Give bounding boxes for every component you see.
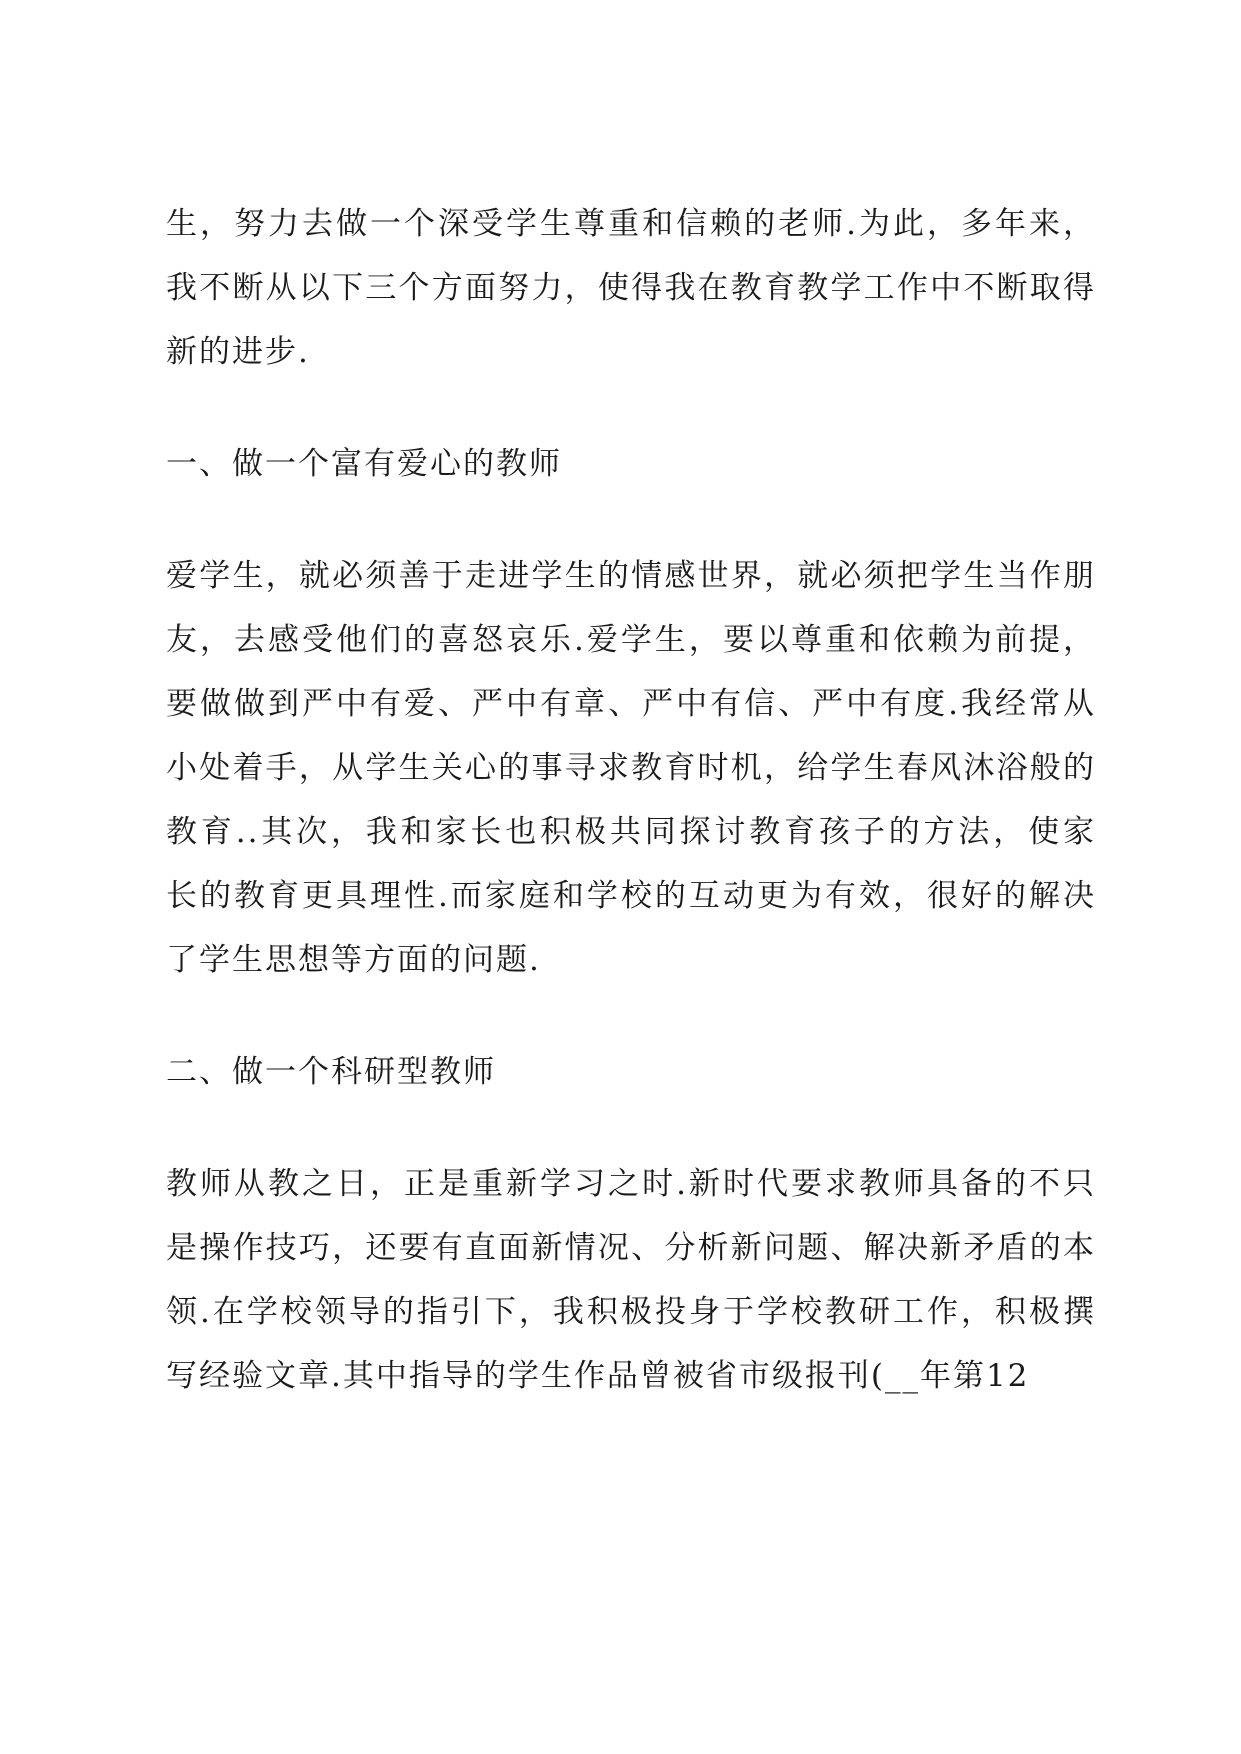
text-line: 友，去感受他们的喜怒哀乐.爱学生，要以尊重和依赖为前提， [166,622,1096,658]
text-line: 要做做到严中有爱、严中有章、严中有信、严中有度.我经常从 [166,686,1096,722]
text-line: 了学生思想等方面的问题. [166,942,541,978]
text-line: 新的进步. [166,334,310,370]
text-line: 教育..其次，我和家长也积极共同探讨教育孩子的方法，使家 [166,814,1096,850]
text-line: 领.在学校领导的指引下，我积极投身于学校教研工作，积极撰 [166,1294,1096,1330]
text-line: 生，努力去做一个深受学生尊重和信赖的老师.为此，多年来， [166,206,1096,242]
text-line: 爱学生，就必须善于走进学生的情感世界，就必须把学生当作朋 [166,558,1096,594]
text-line: 教师从教之日，正是重新学习之时.新时代要求教师具备的不只 [166,1166,1096,1202]
text-line: 小处着手，从学生关心的事寻求教育时机，给学生春风沐浴般的 [166,750,1096,786]
text-line: 长的教育更具理性.而家庭和学校的互动更为有效，很好的解决 [166,878,1096,914]
text-line: 我不断从以下三个方面努力，使得我在教育教学工作中不断取得 [166,270,1096,306]
section-heading-2: 二、做一个科研型教师 [166,1054,496,1090]
section-heading-1: 一、做一个富有爱心的教师 [166,446,562,482]
text-line: 写经验文章.其中指导的学生作品曾被省市级报刊(__年第12 [166,1358,1030,1394]
text-line: 是操作技巧，还要有直面新情况、分析新问题、解决新矛盾的本 [166,1230,1096,1266]
